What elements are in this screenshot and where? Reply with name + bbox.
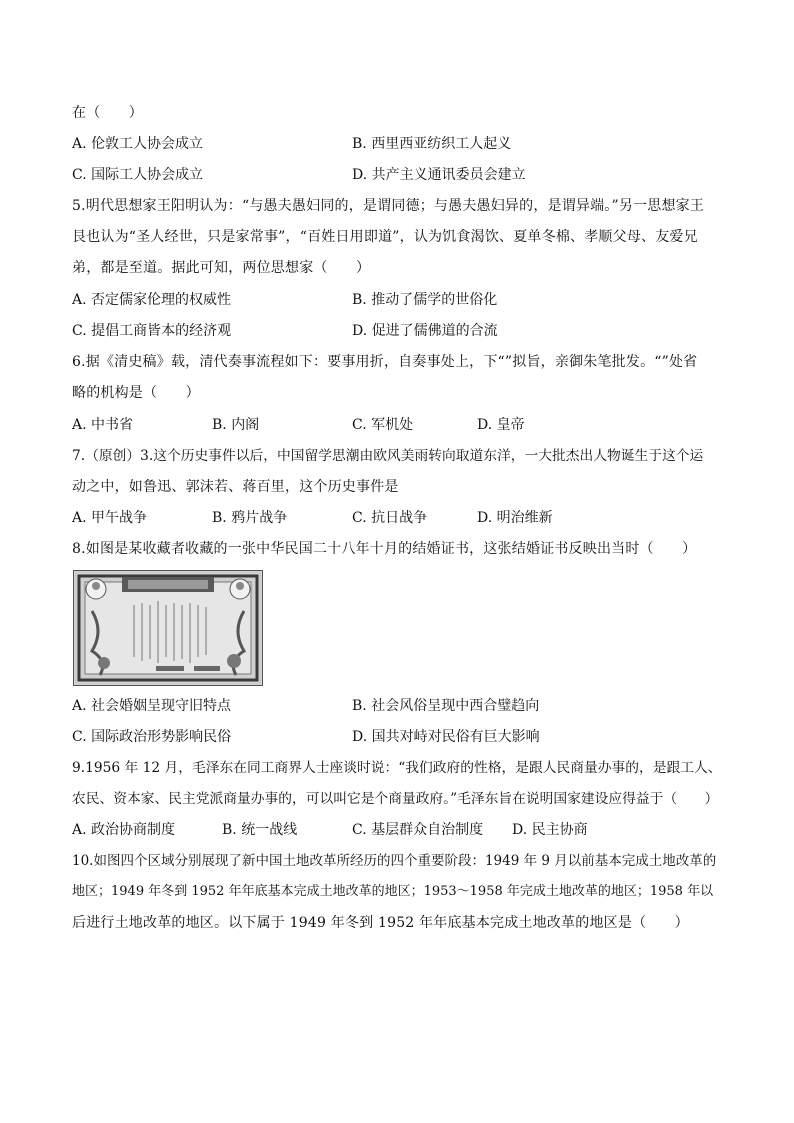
- q9-option-a[interactable]: A. 政治协商制度: [72, 822, 176, 838]
- q9-option-c[interactable]: C. 基层群众自治制度: [352, 822, 484, 838]
- q8-option-d[interactable]: D. 国共对峙对民俗有巨大影响: [352, 729, 540, 745]
- q4-options-row-1: [72, 135, 732, 153]
- q7-option-a[interactable]: A. 甲午战争: [72, 510, 148, 526]
- q10-stem-line-3: 后进行土地改革的地区。以下属于 1949 年冬到 1952 年年底基本完成土地改革的地区是（ ）: [72, 915, 689, 931]
- q5-option-b[interactable]: B. 推动了儒学的世俗化: [352, 292, 498, 308]
- q9-options-row: [72, 821, 732, 839]
- q8-options-row-2: [72, 728, 732, 746]
- q4-option-d[interactable]: D. 共产主义通讯委员会建立: [352, 167, 526, 183]
- q8-option-a[interactable]: A. 社会婚姻呈现守旧特点: [72, 698, 232, 714]
- q7-stem-line-1: 7.（原创）3.这个历史事件以后，中国留学思潮由欧风美雨转向取道东洋，一大批杰出人物诞生于这个运: [72, 448, 704, 464]
- q6-option-d[interactable]: D. 皇帝: [477, 417, 525, 433]
- q5-stem-line-3: 弟，都是至道。据此可知，两位思想家（ ）: [72, 260, 371, 276]
- q6-stem-line-2: 略的机构是（ ）: [72, 385, 200, 401]
- q7-option-d[interactable]: D. 明治维新: [477, 510, 553, 526]
- q8-options-row-1: [72, 697, 732, 715]
- q6-option-a[interactable]: A. 中书省: [72, 417, 134, 433]
- q7-options-row: [72, 509, 732, 527]
- q7-stem-line-2: 动之中，如鲁迅、郭沫若、蒋百里，这个历史事件是: [72, 479, 399, 495]
- q5-option-a[interactable]: A. 否定儒家伦理的权威性: [72, 292, 232, 308]
- q5-stem-line-2: 艮也认为“圣人经世，只是家常事”，“百姓日用即道”，认为饥食渴饮、夏单冬棉、孝顺父母、友爱兄: [72, 229, 698, 245]
- marriage-certificate-image: [73, 570, 263, 686]
- q8-option-c[interactable]: C. 国际政治形势影响民俗: [72, 729, 232, 745]
- q5-options-row-1: [72, 291, 732, 309]
- q6-options-row: [72, 416, 732, 434]
- q5-options-row-2: [72, 322, 732, 340]
- q4-option-a[interactable]: A. 伦敦工人协会成立: [72, 136, 204, 152]
- q8-stem-line-1: 8.如图是某收藏者收藏的一张中华民国二十八年十月的结婚证书，这张结婚证书反映出当时（ ）: [72, 541, 697, 557]
- q5-option-c[interactable]: C. 提倡工商皆本的经济观: [72, 323, 232, 339]
- q4-option-b[interactable]: B. 西里西亚纺织工人起义: [352, 136, 512, 152]
- q9-stem-line-1: 9.1956 年 12 月，毛泽东在同工商界人士座谈时说：“我们政府的性格，是跟人民商量办事的，是跟工人、: [72, 760, 722, 776]
- q7-option-c[interactable]: C. 抗日战争: [352, 510, 428, 526]
- q4-option-c[interactable]: C. 国际工人协会成立: [72, 167, 204, 183]
- q10-stem-line-2: 地区；1949 年冬到 1952 年年底基本完成土地改革的地区；1953～1958 年完成土地改革的地区；1958 年以: [72, 884, 714, 899]
- q5-option-d[interactable]: D. 促进了儒佛道的合流: [352, 323, 498, 339]
- q10-stem-line-1: 10.如图四个区域分别展现了新中国土地改革所经历的四个重要阶段：1949 年 9 月以前基本完成土地改革的: [72, 853, 717, 869]
- q5-stem-line-1: 5.明代思想家王阳明认为：“与愚夫愚妇同的，是谓同德；与愚夫愚妇异的，是谓异端。”另一思想家王: [72, 198, 705, 214]
- q6-stem-line-1: 6.据《清史稿》载，清代奏事流程如下：要事用折，自奏事处上，下“”拟旨，亲御朱笔批发。“”处省: [72, 354, 698, 370]
- q4-options-row-2: [72, 166, 732, 184]
- q7-option-b[interactable]: B. 鸦片战争: [212, 510, 288, 526]
- q8-option-b[interactable]: B. 社会风俗呈现中西合璧趋向: [352, 698, 540, 714]
- q6-option-b[interactable]: B. 内阁: [212, 417, 260, 433]
- q6-option-c[interactable]: C. 军机处: [352, 417, 414, 433]
- q9-option-d[interactable]: D. 民主协商: [512, 822, 588, 838]
- q9-stem-line-2: 农民、资本家、民主党派商量办事的，可以叫它是个商量政府。”毛泽东旨在说明国家建设应得益于（ ）: [72, 791, 719, 807]
- q4-stem-tail: 在（ ）: [72, 105, 143, 121]
- q9-option-b[interactable]: B. 统一战线: [222, 822, 298, 838]
